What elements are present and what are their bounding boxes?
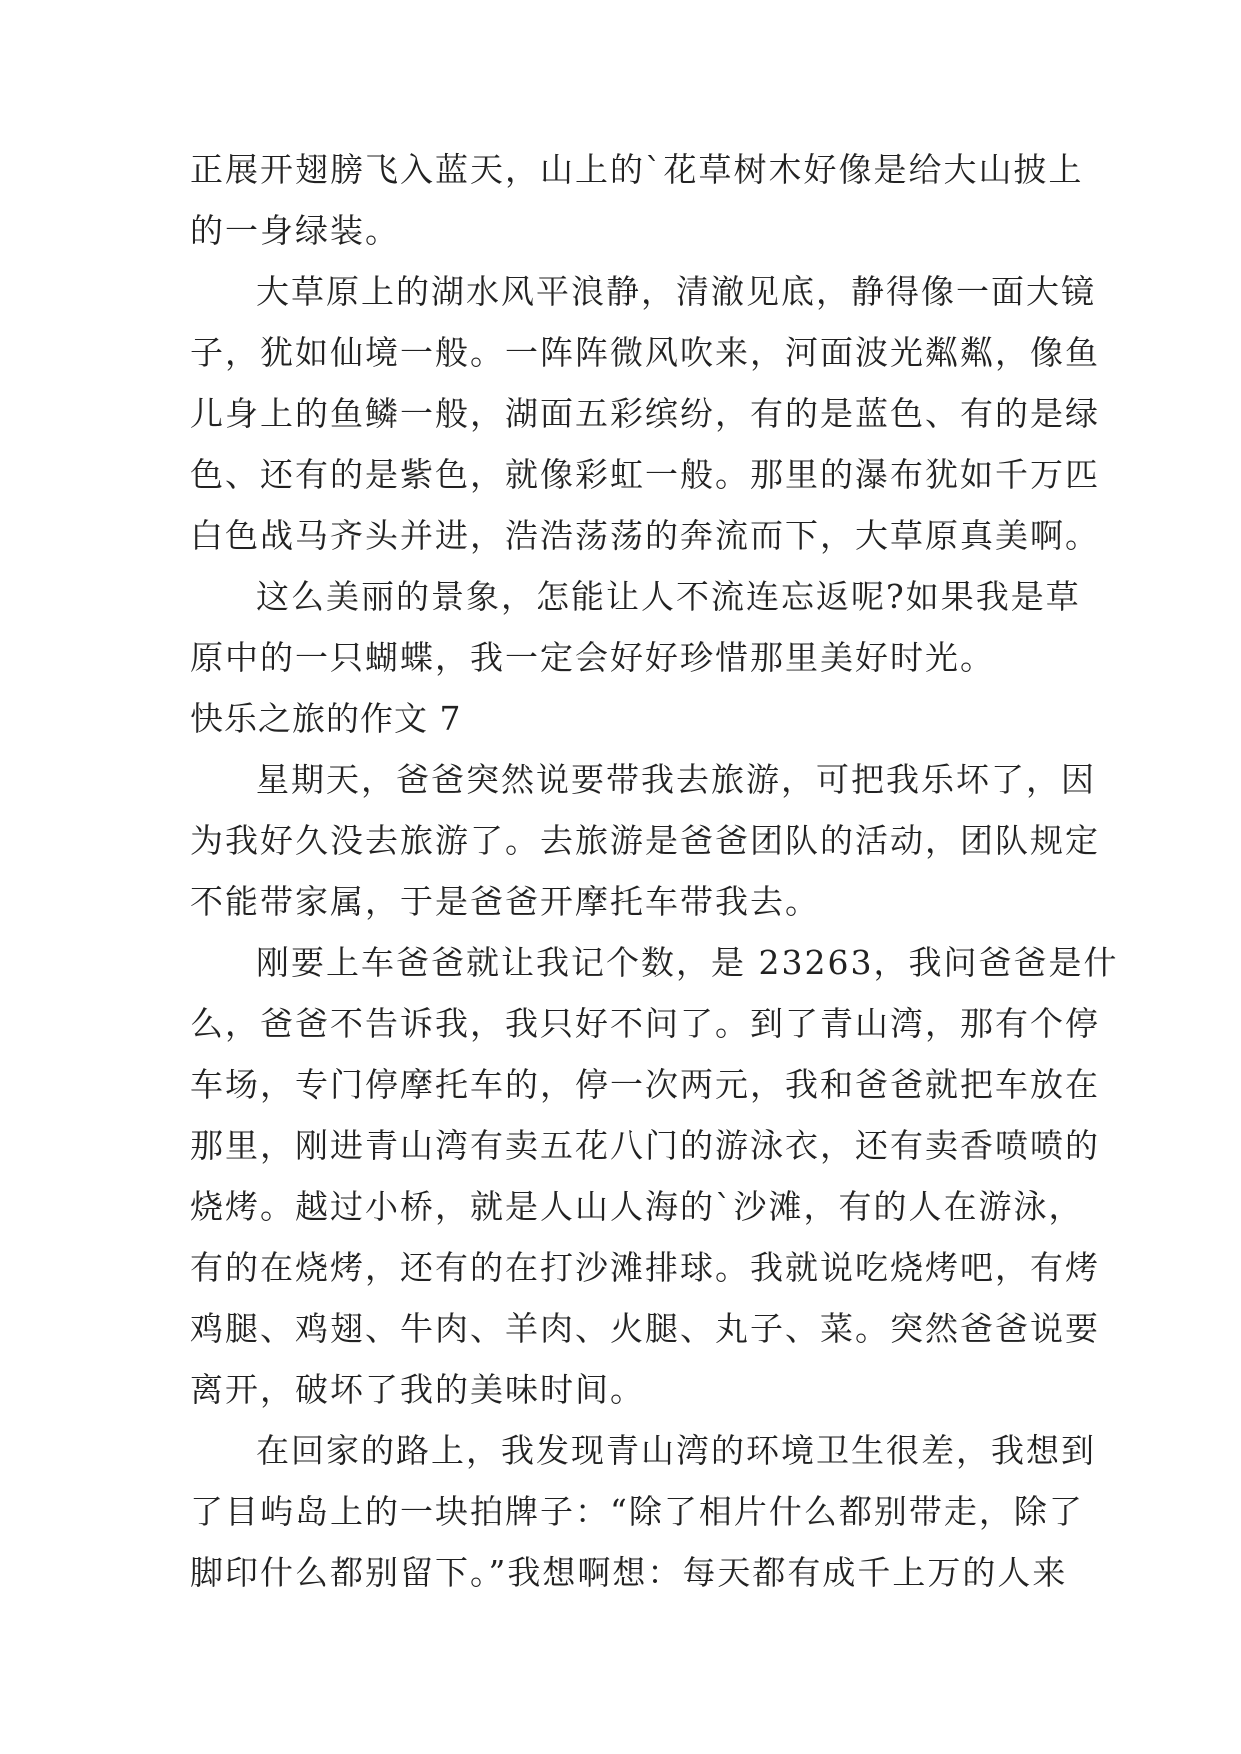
text-line: 那里，刚进青山湾有卖五花八门的游泳衣，还有卖香喷喷的 xyxy=(190,1126,1100,1165)
text-line: 的一身绿装。 xyxy=(190,211,400,250)
text-line: 烧烤。越过小桥，就是人山人海的`沙滩，有的人在游泳， xyxy=(190,1187,1084,1226)
paragraph-start-line: 这么美丽的景象，怎能让人不流连忘返呢?如果我是草 xyxy=(256,577,1081,616)
text-line: 子，犹如仙境一般。一阵阵微风吹来，河面波光粼粼，像鱼 xyxy=(190,333,1100,372)
text-line: 白色战马齐头并进，浩浩荡荡的奔流而下，大草原真美啊。 xyxy=(190,516,1100,555)
text-line: 了目屿岛上的一块拍牌子：“除了相片什么都别带走，除了 xyxy=(190,1492,1084,1531)
text-line: 有的在烧烤，还有的在打沙滩排球。我就说吃烧烤吧，有烤 xyxy=(190,1248,1100,1287)
paragraph-start-line: 在回家的路上，我发现青山湾的环境卫生很差，我想到 xyxy=(256,1431,1096,1470)
text-line: 正展开翅膀飞入蓝天，山上的`花草树木好像是给大山披上 xyxy=(190,150,1084,189)
text-line: 原中的一只蝴蝶，我一定会好好珍惜那里美好时光。 xyxy=(190,638,995,677)
text-line: 离开，破坏了我的美味时间。 xyxy=(190,1370,645,1409)
text-line: 车场，专门停摩托车的，停一次两元，我和爸爸就把车放在 xyxy=(190,1065,1100,1104)
text-line: 为我好久没去旅游了。去旅游是爸爸团队的活动，团队规定 xyxy=(190,821,1100,860)
section-heading: 快乐之旅的作文 7 xyxy=(190,699,462,738)
paragraph-start-line: 大草原上的湖水风平浪静，清澈见底，静得像一面大镜 xyxy=(256,272,1096,311)
paragraph-start-line: 星期天，爸爸突然说要带我去旅游，可把我乐坏了，因 xyxy=(256,760,1096,799)
text-line: 么，爸爸不告诉我，我只好不问了。到了青山湾，那有个停 xyxy=(190,1004,1100,1043)
text-line: 不能带家属，于是爸爸开摩托车带我去。 xyxy=(190,882,820,921)
text-line: 鸡腿、鸡翅、牛肉、羊肉、火腿、丸子、菜。突然爸爸说要 xyxy=(190,1309,1100,1348)
text-line: 脚印什么都别留下。”我想啊想：每天都有成千上万的人来 xyxy=(190,1553,1068,1592)
text-line: 色、还有的是紫色，就像彩虹一般。那里的瀑布犹如千万匹 xyxy=(190,455,1100,494)
text-line: 儿身上的鱼鳞一般，湖面五彩缤纷，有的是蓝色、有的是绿 xyxy=(190,394,1100,433)
paragraph-start-line: 刚要上车爸爸就让我记个数，是 23263，我问爸爸是什 xyxy=(256,943,1119,982)
